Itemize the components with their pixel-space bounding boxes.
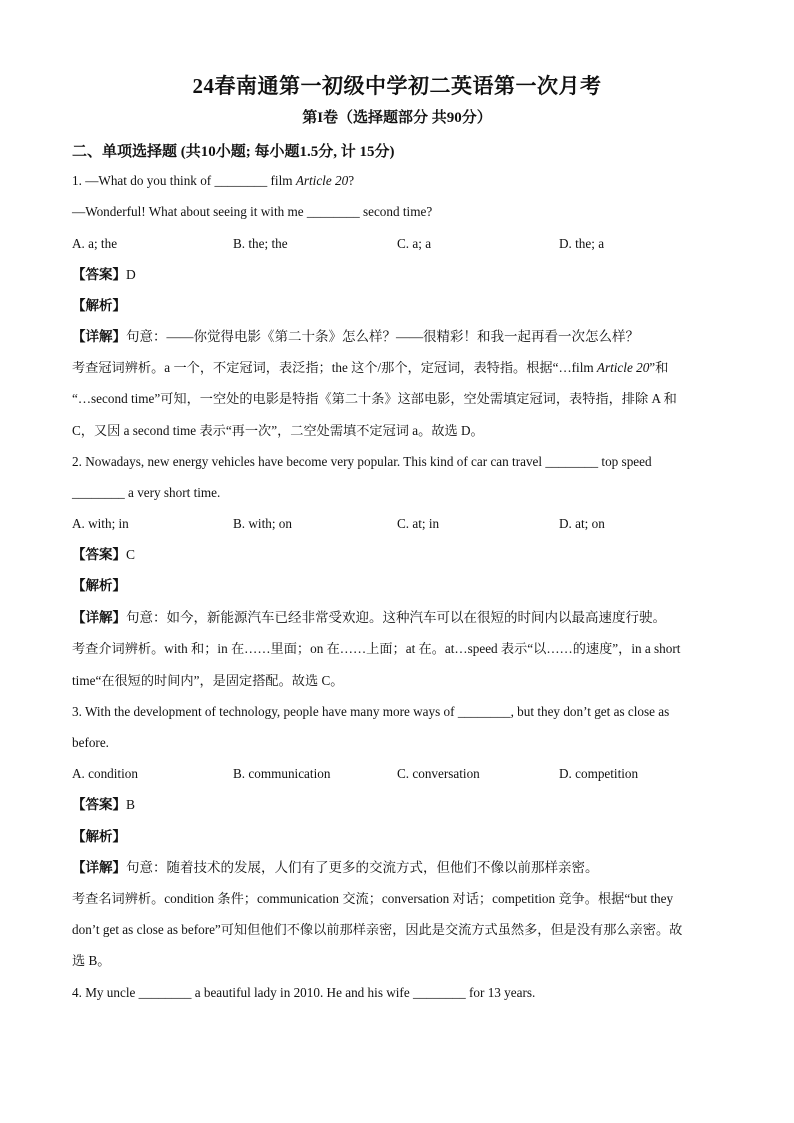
q3-explanation-line2: don’t get as close as before”可知但他们不像以前那样亲密，因此是交流方式虽然多，但是没有那么亲密。故 bbox=[72, 922, 683, 937]
part-subtitle: 第I卷（选择题部分 共90分） bbox=[302, 110, 492, 126]
q1-stem-line1 bbox=[72, 172, 354, 190]
detail-label: 【详解】 bbox=[72, 329, 126, 344]
q2-stem-line1: 2. Nowadays, new energy vehicles have become very popular. This kind of car can travel ________ top speed bbox=[72, 454, 652, 469]
detail-label: 【详解】 bbox=[72, 610, 126, 625]
q3-explanation-line1: 考查名词辨析。condition 条件；communication 交流；conversation 对话；competition 竞争。根据“but they bbox=[72, 891, 674, 906]
q2-option-c: C. at; in bbox=[397, 516, 440, 531]
q3-option-d: D. competition bbox=[559, 766, 639, 781]
q3-answer bbox=[72, 796, 135, 814]
q1-detail bbox=[72, 328, 639, 346]
q2-detail bbox=[72, 609, 666, 627]
q2-option-d: D. at; on bbox=[559, 516, 605, 531]
q1-film-title: Article 20 bbox=[295, 173, 349, 188]
q2-answer bbox=[72, 546, 135, 564]
analysis-label: 【解析】 bbox=[72, 578, 126, 593]
q3-option-c: C. conversation bbox=[397, 766, 480, 781]
q2-stem-line2: ________ a very short time. bbox=[72, 485, 221, 500]
q3-stem-line1: 3. With the development of technology, people have many more ways of ________, but they don’t get as close as bbox=[72, 704, 670, 719]
q4-stem-line1: 4. My uncle ________ a beautiful lady in 2010. He and his wife ________ for 13 years. bbox=[72, 985, 536, 1000]
q2-detail-text: 句意：如今，新能源汽车已经非常受欢迎。这种汽车可以在很短的时间内以最高速度行驶。 bbox=[126, 610, 666, 625]
q3-explanation-line3: 选 B。 bbox=[72, 953, 111, 968]
q1-answer-value: D bbox=[126, 267, 136, 282]
answer-label: 【答案】 bbox=[72, 797, 126, 812]
q1-stem-end: ? bbox=[348, 173, 355, 188]
q3-analysis-label bbox=[72, 828, 126, 846]
q1-explanation-line2: “…second time”可知，一空处的电影是特指《第二十条》这部电影，空处需填定冠词，表特指，排除 A 和 bbox=[72, 391, 677, 406]
q1-option-b: B. the; the bbox=[233, 236, 288, 251]
q3-option-a: A. condition bbox=[72, 766, 138, 781]
q3-detail-text: 句意：随着技术的发展，人们有了更多的交流方式，但他们不像以前那样亲密。 bbox=[126, 860, 599, 875]
q1-explanation-line1 bbox=[72, 359, 668, 377]
q3-detail bbox=[72, 859, 599, 877]
q2-analysis-label bbox=[72, 577, 126, 595]
q1-analysis-label bbox=[72, 297, 126, 315]
answer-label: 【答案】 bbox=[72, 267, 126, 282]
section-heading: 二、单项选择题 (共10小题; 每小题1.5分, 计 15分) bbox=[72, 144, 395, 160]
detail-label: 【详解】 bbox=[72, 860, 126, 875]
q1-option-c: C. a; a bbox=[397, 236, 432, 251]
q2-option-b: B. with; on bbox=[233, 516, 292, 531]
exam-title: 24春南通第一初级中学初二英语第一次月考 bbox=[192, 74, 602, 98]
q1-explanation-line3: C，又因 a second time 表示“再一次”，二空处需填不定冠词 a。故选 D。 bbox=[72, 423, 484, 438]
answer-label: 【答案】 bbox=[72, 547, 126, 562]
q1-answer bbox=[72, 266, 136, 284]
q1-exp-text: 考查冠词辨析。a 一个，不定冠词，表泛指；the 这个/那个，定冠词，表特指。根据“…film bbox=[72, 360, 597, 375]
q3-option-b: B. communication bbox=[233, 766, 331, 781]
q1-detail-text: 句意：——你觉得电影《第二十条》怎么样？——很精彩！和我一起再看一次怎么样？ bbox=[126, 329, 639, 344]
analysis-label: 【解析】 bbox=[72, 298, 126, 313]
q3-stem-line2: before. bbox=[72, 735, 109, 750]
q2-explanation-line1: 考查介词辨析。with 和；in 在……里面；on 在……上面；at 在。at…speed 表示“以……的速度”，in a short bbox=[72, 641, 681, 656]
analysis-label: 【解析】 bbox=[72, 829, 126, 844]
q3-answer-value: B bbox=[126, 797, 136, 812]
q1-option-a: A. a; the bbox=[72, 236, 118, 251]
q1-stem-text: 1. —What do you think of ________ film bbox=[72, 173, 296, 188]
q2-option-a: A. with; in bbox=[72, 516, 129, 531]
q1-option-d: D. the; a bbox=[559, 236, 605, 251]
q1-exp-end: ”和 bbox=[649, 360, 669, 375]
q2-answer-value: C bbox=[126, 547, 136, 562]
q2-explanation-line2: time“在很短的时间内”，是固定搭配。故选 C。 bbox=[72, 673, 344, 688]
q1-exp-film-title: Article 20 bbox=[596, 360, 650, 375]
q1-stem-line2: —Wonderful! What about seeing it with me ________ second time? bbox=[72, 204, 433, 219]
